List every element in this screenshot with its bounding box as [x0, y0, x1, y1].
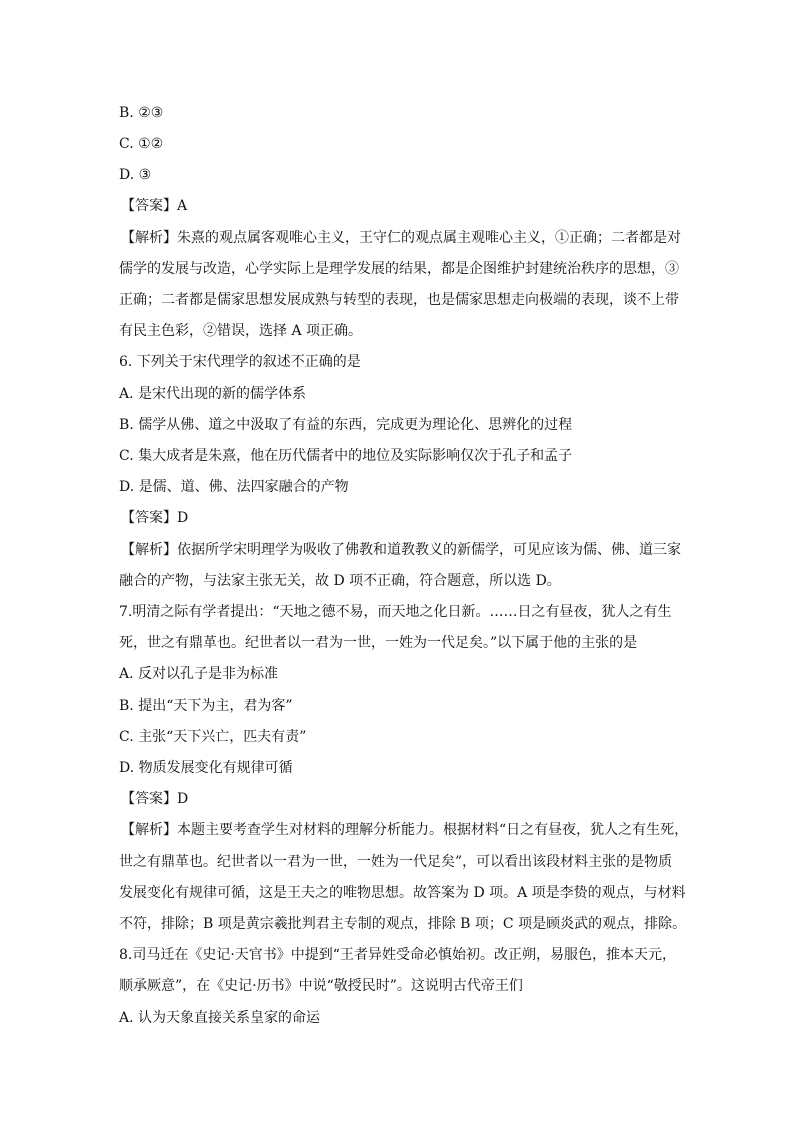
- option-b-q6: B. 儒学从佛、道之中汲取了有益的东西，完成更为理论化、思辨化的过程: [119, 417, 573, 433]
- option-b-q5: B. ②③: [119, 105, 164, 121]
- option-a-q6: A. 是宋代出现的新的儒学体系: [119, 386, 307, 402]
- analysis-q6-line2: 融合的产物，与法家主张无关，故 D 项不正确，符合题意，所以选 D。: [119, 573, 561, 589]
- option-c-q7: C. 主张“天下兴亡，匹夫有责”: [119, 729, 307, 745]
- option-c-q5: C. ①②: [119, 136, 164, 152]
- answer-q7: 【答案】D: [121, 791, 189, 807]
- analysis-q5-line3: 正确；二者都是儒家思想发展成熟与转型的表现，也是儒家思想走向极端的表现，谈不上带: [119, 292, 679, 308]
- analysis-q5-line1: 【解析】朱熹的观点属客观唯心主义，王守仁的观点属主观唯心主义，①正确；二者都是对: [121, 230, 681, 246]
- analysis-q5-line2: 儒学的发展与改造，心学实际上是理学发展的结果，都是企图维护封建统治秩序的思想，③: [119, 261, 679, 277]
- option-c-q6: C. 集大成者是朱熹，他在历代儒者中的地位及实际影响仅次于孔子和孟子: [119, 448, 573, 464]
- option-b-q7: B. 提出“天下为主，君为客”: [119, 698, 293, 714]
- analysis-q7-line2: 世之有鼎革也。纪世者以一君为一世，一姓为一代足矣”，可以看出该段材料主张的是物质: [119, 854, 673, 870]
- analysis-q5-line4: 有民主色彩，②错误，选择 A 项正确。: [119, 323, 363, 339]
- question-6: 6. 下列关于宋代理学的叙述不正确的是: [119, 354, 361, 370]
- analysis-q7-line1: 【解析】本题主要考查学生对材料的理解分析能力。根据材料“日之有昼夜，犹人之有生死，: [121, 822, 689, 838]
- option-d-q5: D. ③: [119, 167, 152, 183]
- option-d-q7: D. 物质发展变化有规律可循: [119, 760, 293, 776]
- answer-q6: 【答案】D: [121, 510, 189, 526]
- question-7-line1: 7.明清之际有学者提出：“天地之德不易，而天地之化日新。……日之有昼夜，犹人之有生: [119, 604, 672, 620]
- option-a-q8: A. 认为天象直接关系皇家的命运: [119, 1010, 321, 1026]
- question-8-line1: 8.司马迁在《史记·天官书》中提到“王者异姓受命必慎始初。改正朔，易服色，推本天元，: [119, 947, 676, 963]
- option-a-q7: A. 反对以孔子是非为标准: [119, 666, 279, 682]
- option-d-q6: D. 是儒、道、佛、法四家融合的产物: [119, 479, 349, 495]
- analysis-q6-line1: 【解析】依据所学宋明理学为吸收了佛教和道教教义的新儒学，可见应该为儒、佛、道三家: [121, 542, 681, 558]
- analysis-q7-line4: 不符，排除；B 项是黄宗羲批判君主专制的观点，排除 B 项；C 项是顾炎武的观点，排除。: [119, 916, 687, 932]
- question-8-line2: 顺承厥意”，在《史记·历书》中说“敬授民时”。这说明古代帝王们: [119, 978, 523, 994]
- question-7-line2: 死，世之有鼎革也。纪世者以一君为一世，一姓为一代足矣。”以下属于他的主张的是: [119, 635, 638, 651]
- answer-q5: 【答案】A: [121, 198, 188, 214]
- analysis-q7-line3: 发展变化有规律可循，这是王夫之的唯物思想。故答案为 D 项。A 项是李贽的观点，与材料: [119, 885, 686, 901]
